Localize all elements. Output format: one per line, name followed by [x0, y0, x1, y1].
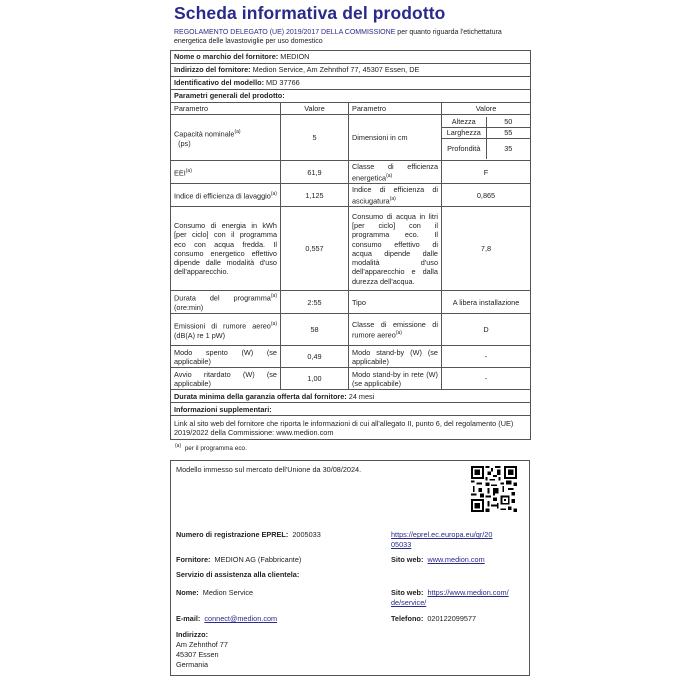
- market-info-box: [170, 460, 530, 676]
- noise-class-label: Classe di emissione di rumore aereo$^{(a)}$: [349, 314, 442, 346]
- eei-value: 61,9: [281, 161, 349, 184]
- address-block: Indirizzo: Am Zehnthof 77 45307 Essen Germania: [176, 630, 228, 670]
- phone-row: Telefono: 020122099577: [391, 614, 477, 624]
- depth-label: Profondità: [442, 138, 486, 159]
- col-header-param: Parametro: [171, 103, 281, 115]
- water-consumption-label: Consumo di acqua in litri [per ciclo] con il programma eco. Il consumo effettivo di acqua dipende dalle modalità d'uso dell'apparecchio e dalla durezza dell'acqua.: [349, 207, 442, 291]
- energy-consumption-value: 0,557: [281, 207, 349, 291]
- model-id-row: Identificativo del modello: MD 37766: [171, 77, 531, 90]
- website-row: Sito web: www.medion.com: [391, 555, 485, 565]
- height-value: 50: [486, 117, 530, 128]
- general-params-heading: Parametri generali del prodotto:: [171, 90, 531, 103]
- service-website-row: Sito web: https://www.medion.com/ de/service/: [391, 588, 509, 608]
- product-table: [170, 50, 531, 440]
- website-link[interactable]: www.medion.com: [427, 555, 485, 565]
- dimensions-label: Dimensioni in cm: [349, 115, 442, 161]
- noise-class-value: D: [442, 314, 531, 346]
- drying-index-label: Indice di efficienza di asciugatura$^{(a)}$: [349, 184, 442, 207]
- delay-start-value: 1,00: [281, 368, 349, 390]
- eprel-row: [176, 530, 321, 539]
- customer-service-heading: Servizio di assistenza alla clientela:: [176, 570, 300, 580]
- noise-label: Emissioni di rumore aereo$^{(a)}$ (dB(A) re 1 pW): [171, 314, 281, 346]
- cleaning-index-value: 1,125: [281, 184, 349, 207]
- network-standby-label: Modo stand-by in rete (W) (se applicabile): [349, 368, 442, 390]
- col-header-value-2: Valore: [442, 103, 531, 115]
- supplier-row: Fornitore: MEDION AG (Fabbricante): [176, 555, 302, 565]
- width-label: Larghezza: [442, 127, 486, 138]
- duration-value: 2:55: [281, 291, 349, 314]
- regulation-text: [174, 28, 530, 46]
- service-name-row: Nome: Medion Service: [176, 588, 254, 598]
- capacity-value: 5: [281, 115, 349, 161]
- type-value: A libera installazione: [442, 291, 531, 314]
- placed-on-market-text: Modello immesso sul mercato dell'Unione da 30/08/2024.: [176, 465, 362, 475]
- duration-label: Durata del programma$^{(a)}$ (ore:min): [171, 291, 281, 314]
- qr-code-icon: [471, 466, 517, 512]
- energy-class-value: F: [442, 161, 531, 184]
- standby-value: -: [442, 346, 531, 368]
- energy-consumption-label: Consumo di energia in kWh [per ciclo] con il programma eco con acqua fredda. Il consumo energetico effettivo dipende dalle modalità d'uso dell'apparecchio.: [171, 207, 281, 291]
- cleaning-index-label: Indice di efficienza di lavaggio$^{(a)}$: [171, 184, 281, 207]
- eprel-value: 2005033: [292, 530, 321, 540]
- footnote: $^{(a)}$ per il programma eco.: [175, 443, 247, 453]
- product-information-sheet: [170, 0, 530, 676]
- additional-info-text: Link al sito web del fornitore che riporta le informazioni di cui all'allegato II, punto 6, del regolamento (UE) 2019/2022 della Commissione: www.medion.com: [171, 416, 531, 440]
- col-header-value: Valore: [281, 103, 349, 115]
- network-standby-value: -: [442, 368, 531, 390]
- regulation-rest: per quanto riguarda l'etichettatura energetica delle lavastoviglie per uso domestico: [174, 29, 502, 45]
- off-mode-label: Modo spento (W) (se applicabile): [171, 346, 281, 368]
- eprel-label: Numero di registrazione EPREL:: [176, 530, 289, 540]
- supplier-name-row: Nome o marchio del fornitore: MEDION: [171, 51, 531, 64]
- delay-start-label: Avvio ritardato (W) (se applicabile): [171, 368, 281, 390]
- warranty-row: Durata minima della garanzia offerta dal fornitore: 24 mesi: [171, 390, 531, 403]
- capacity-label: Capacità nominale$^{(a)}$ (ps): [171, 115, 281, 161]
- off-mode-value: 0,49: [281, 346, 349, 368]
- noise-value: 58: [281, 314, 349, 346]
- supplier-address-row: Indirizzo del fornitore: Medion Service, Am Zehnthof 77, 45307 Essen, DE: [171, 64, 531, 77]
- email-row: E-mail: connect@medion.com: [176, 614, 278, 624]
- height-label: Altezza: [442, 117, 486, 128]
- eei-label: EEI$^{(a)}$: [171, 161, 281, 184]
- type-label: Tipo: [349, 291, 442, 314]
- page-title: Scheda informativa del prodotto: [174, 3, 446, 23]
- eprel-link[interactable]: https://eprel.ec.europa.eu/qr/20 05033: [391, 530, 493, 550]
- regulation-link: REGOLAMENTO DELEGATO (UE) 2019/2017 DELLA COMMISSIONE: [174, 29, 396, 36]
- service-website-link[interactable]: https://www.medion.com/ de/service/: [391, 588, 509, 608]
- width-value: 55: [486, 127, 530, 138]
- energy-class-label: Classe di efficienza energetica$^{(a)}$: [349, 161, 442, 184]
- standby-label: Modo stand-by (W) (se applicabile): [349, 346, 442, 368]
- email-link[interactable]: connect@medion.com: [204, 614, 278, 624]
- water-consumption-value: 7,8: [442, 207, 531, 291]
- dimensions-values: [442, 115, 531, 161]
- depth-value: 35: [504, 144, 513, 154]
- additional-info-heading: Informazioni supplementari:: [171, 403, 531, 416]
- col-header-param-2: Parametro: [349, 103, 442, 115]
- drying-index-value: 0,865: [442, 184, 531, 207]
